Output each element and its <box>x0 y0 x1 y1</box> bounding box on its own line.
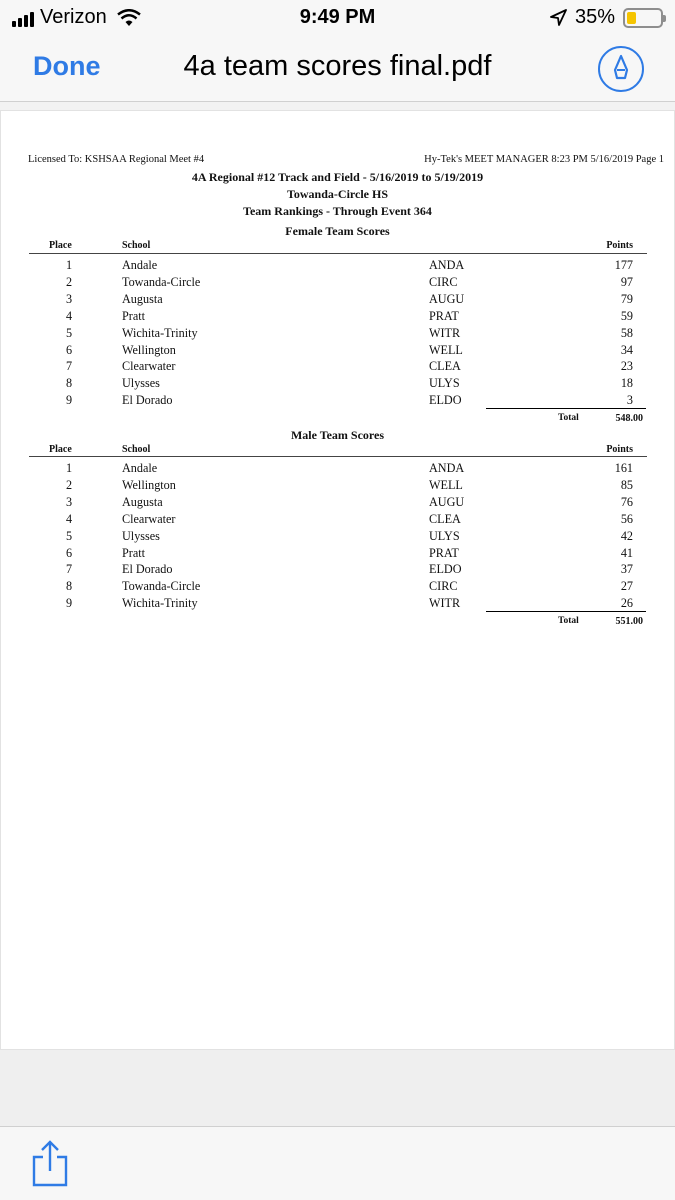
table-row <box>1 478 675 495</box>
school-cell: Pratt <box>122 308 146 323</box>
place-column-header: Place <box>49 444 72 455</box>
school-code-cell: CLEA <box>429 359 461 374</box>
points-cell: 59 <box>620 308 633 323</box>
table-row <box>1 562 675 579</box>
points-cell: 37 <box>620 562 633 577</box>
report-subtitle: Team Rankings - Through Event 364 <box>243 204 432 218</box>
place-cell: 5 <box>65 325 73 340</box>
school-code-cell: WELL <box>429 342 463 357</box>
school-column-header: School <box>122 444 151 455</box>
table-row <box>1 495 675 512</box>
table-row <box>1 461 675 478</box>
points-cell: 97 <box>620 274 633 289</box>
navigation-bar <box>0 36 675 102</box>
place-cell: 8 <box>65 579 73 594</box>
status-bar <box>0 0 675 36</box>
school-code-cell: WITR <box>429 325 461 340</box>
school-cell: Augusta <box>122 291 163 306</box>
school-cell: Andale <box>122 461 158 475</box>
clock: 9:49 PM <box>299 6 376 28</box>
school-cell: El Dorado <box>122 562 173 577</box>
place-cell: 3 <box>65 494 73 509</box>
school-cell: Wichita-Trinity <box>122 596 198 611</box>
school-cell: Ulysses <box>122 528 160 543</box>
points-cell: 27 <box>620 579 633 594</box>
school-code-cell: AUGU <box>429 494 465 509</box>
school-cell: Wellington <box>122 342 176 357</box>
table-row <box>1 258 675 275</box>
total-divider <box>486 408 646 409</box>
female-total-value: 548.00 <box>615 413 643 424</box>
female-total-label: Total <box>558 413 579 423</box>
battery-icon <box>623 8 663 28</box>
share-button[interactable] <box>28 1139 72 1189</box>
place-cell: 6 <box>65 342 73 357</box>
points-cell: 79 <box>620 291 633 306</box>
table-row <box>1 275 675 292</box>
points-cell: 42 <box>620 528 633 543</box>
table-row <box>1 309 675 326</box>
place-cell: 4 <box>65 511 73 526</box>
points-cell: 34 <box>620 342 633 357</box>
place-cell: 9 <box>65 393 73 408</box>
school-code-cell: PRAT <box>429 545 459 560</box>
table-row <box>1 359 675 376</box>
points-cell: 41 <box>620 545 633 560</box>
school-code-cell: CIRC <box>429 274 458 289</box>
table-row <box>1 326 675 343</box>
pdf-page[interactable] <box>0 110 675 1050</box>
place-cell: 2 <box>65 274 73 289</box>
points-cell: 56 <box>620 511 633 526</box>
done-button[interactable]: Done <box>33 51 101 81</box>
place-cell: 7 <box>65 562 73 577</box>
place-cell: 4 <box>65 308 73 323</box>
points-cell: 23 <box>620 359 633 374</box>
points-cell: 3 <box>626 393 633 408</box>
school-code-cell: WITR <box>429 596 461 611</box>
points-cell: 76 <box>620 494 633 509</box>
school-cell: Towanda-Circle <box>122 579 201 594</box>
school-cell: Towanda-Circle <box>122 274 201 289</box>
battery-level-fill <box>627 12 636 24</box>
place-cell: 1 <box>65 258 73 272</box>
divider <box>29 253 647 254</box>
school-cell: El Dorado <box>122 393 173 408</box>
school-cell: Clearwater <box>122 511 176 526</box>
table-row <box>1 546 675 563</box>
table-row <box>1 292 675 309</box>
place-cell: 6 <box>65 545 73 560</box>
points-cell: 58 <box>620 325 633 340</box>
share-icon <box>28 1139 72 1189</box>
table-row <box>1 529 675 546</box>
male-total-value: 551.00 <box>615 616 643 627</box>
carrier-name: Verizon <box>40 6 107 28</box>
place-cell: 1 <box>65 461 73 475</box>
table-row <box>1 579 675 596</box>
bottom-toolbar <box>0 1126 675 1200</box>
male-scores-heading: Male Team Scores <box>290 428 385 442</box>
place-column-header: Place <box>49 240 72 251</box>
points-column-header: Points <box>606 444 633 455</box>
school-code-cell: ULYS <box>429 376 460 391</box>
points-cell: 177 <box>614 258 633 272</box>
software-line: Hy-Tek's MEET MANAGER 8:23 PM 5/16/2019 Page 1 <box>424 154 664 165</box>
total-divider <box>486 611 646 612</box>
school-code-cell: AUGU <box>429 291 465 306</box>
school-cell: Augusta <box>122 494 163 509</box>
school-code-cell: ANDA <box>429 258 465 272</box>
female-scores-heading: Female Team Scores <box>285 224 390 238</box>
table-row <box>1 343 675 360</box>
school-code-cell: ELDO <box>429 562 462 577</box>
table-row <box>1 376 675 393</box>
place-cell: 2 <box>65 477 73 492</box>
school-cell: Andale <box>122 258 158 272</box>
school-cell: Clearwater <box>122 359 176 374</box>
place-cell: 3 <box>65 291 73 306</box>
school-code-cell: PRAT <box>429 308 459 323</box>
points-cell: 18 <box>620 376 633 391</box>
school-code-cell: CIRC <box>429 579 458 594</box>
male-total-label: Total <box>558 616 579 626</box>
battery-percentage: 35% <box>574 6 615 28</box>
document-title: 4a team scores final.pdf <box>183 50 492 82</box>
school-code-cell: ELDO <box>429 393 462 408</box>
license-line: Licensed To: KSHSAA Regional Meet #4 <box>28 154 205 165</box>
venue-name: Towanda-Circle HS <box>286 187 388 201</box>
school-code-cell: ANDA <box>429 461 465 475</box>
divider <box>29 456 647 457</box>
points-cell: 85 <box>620 477 633 492</box>
table-row <box>1 512 675 529</box>
school-code-cell: ULYS <box>429 528 460 543</box>
place-cell: 9 <box>65 596 73 611</box>
school-code-cell: CLEA <box>429 511 461 526</box>
school-column-header: School <box>122 240 151 251</box>
markup-button[interactable] <box>598 46 644 92</box>
school-code-cell: WELL <box>429 477 463 492</box>
points-column-header: Points <box>606 240 633 251</box>
school-cell: Ulysses <box>122 376 160 391</box>
school-cell: Wichita-Trinity <box>122 325 198 340</box>
school-cell: Pratt <box>122 545 146 560</box>
meet-title: 4A Regional #12 Track and Field - 5/16/2019 to 5/19/2019 <box>191 170 484 184</box>
points-cell: 26 <box>620 596 633 611</box>
school-cell: Wellington <box>122 477 176 492</box>
place-cell: 5 <box>65 528 73 543</box>
location-arrow-icon <box>549 9 567 27</box>
markup-pen-icon <box>609 54 633 84</box>
points-cell: 161 <box>614 461 633 475</box>
place-cell: 7 <box>65 359 73 374</box>
page-background <box>0 1050 675 1126</box>
place-cell: 8 <box>65 376 73 391</box>
